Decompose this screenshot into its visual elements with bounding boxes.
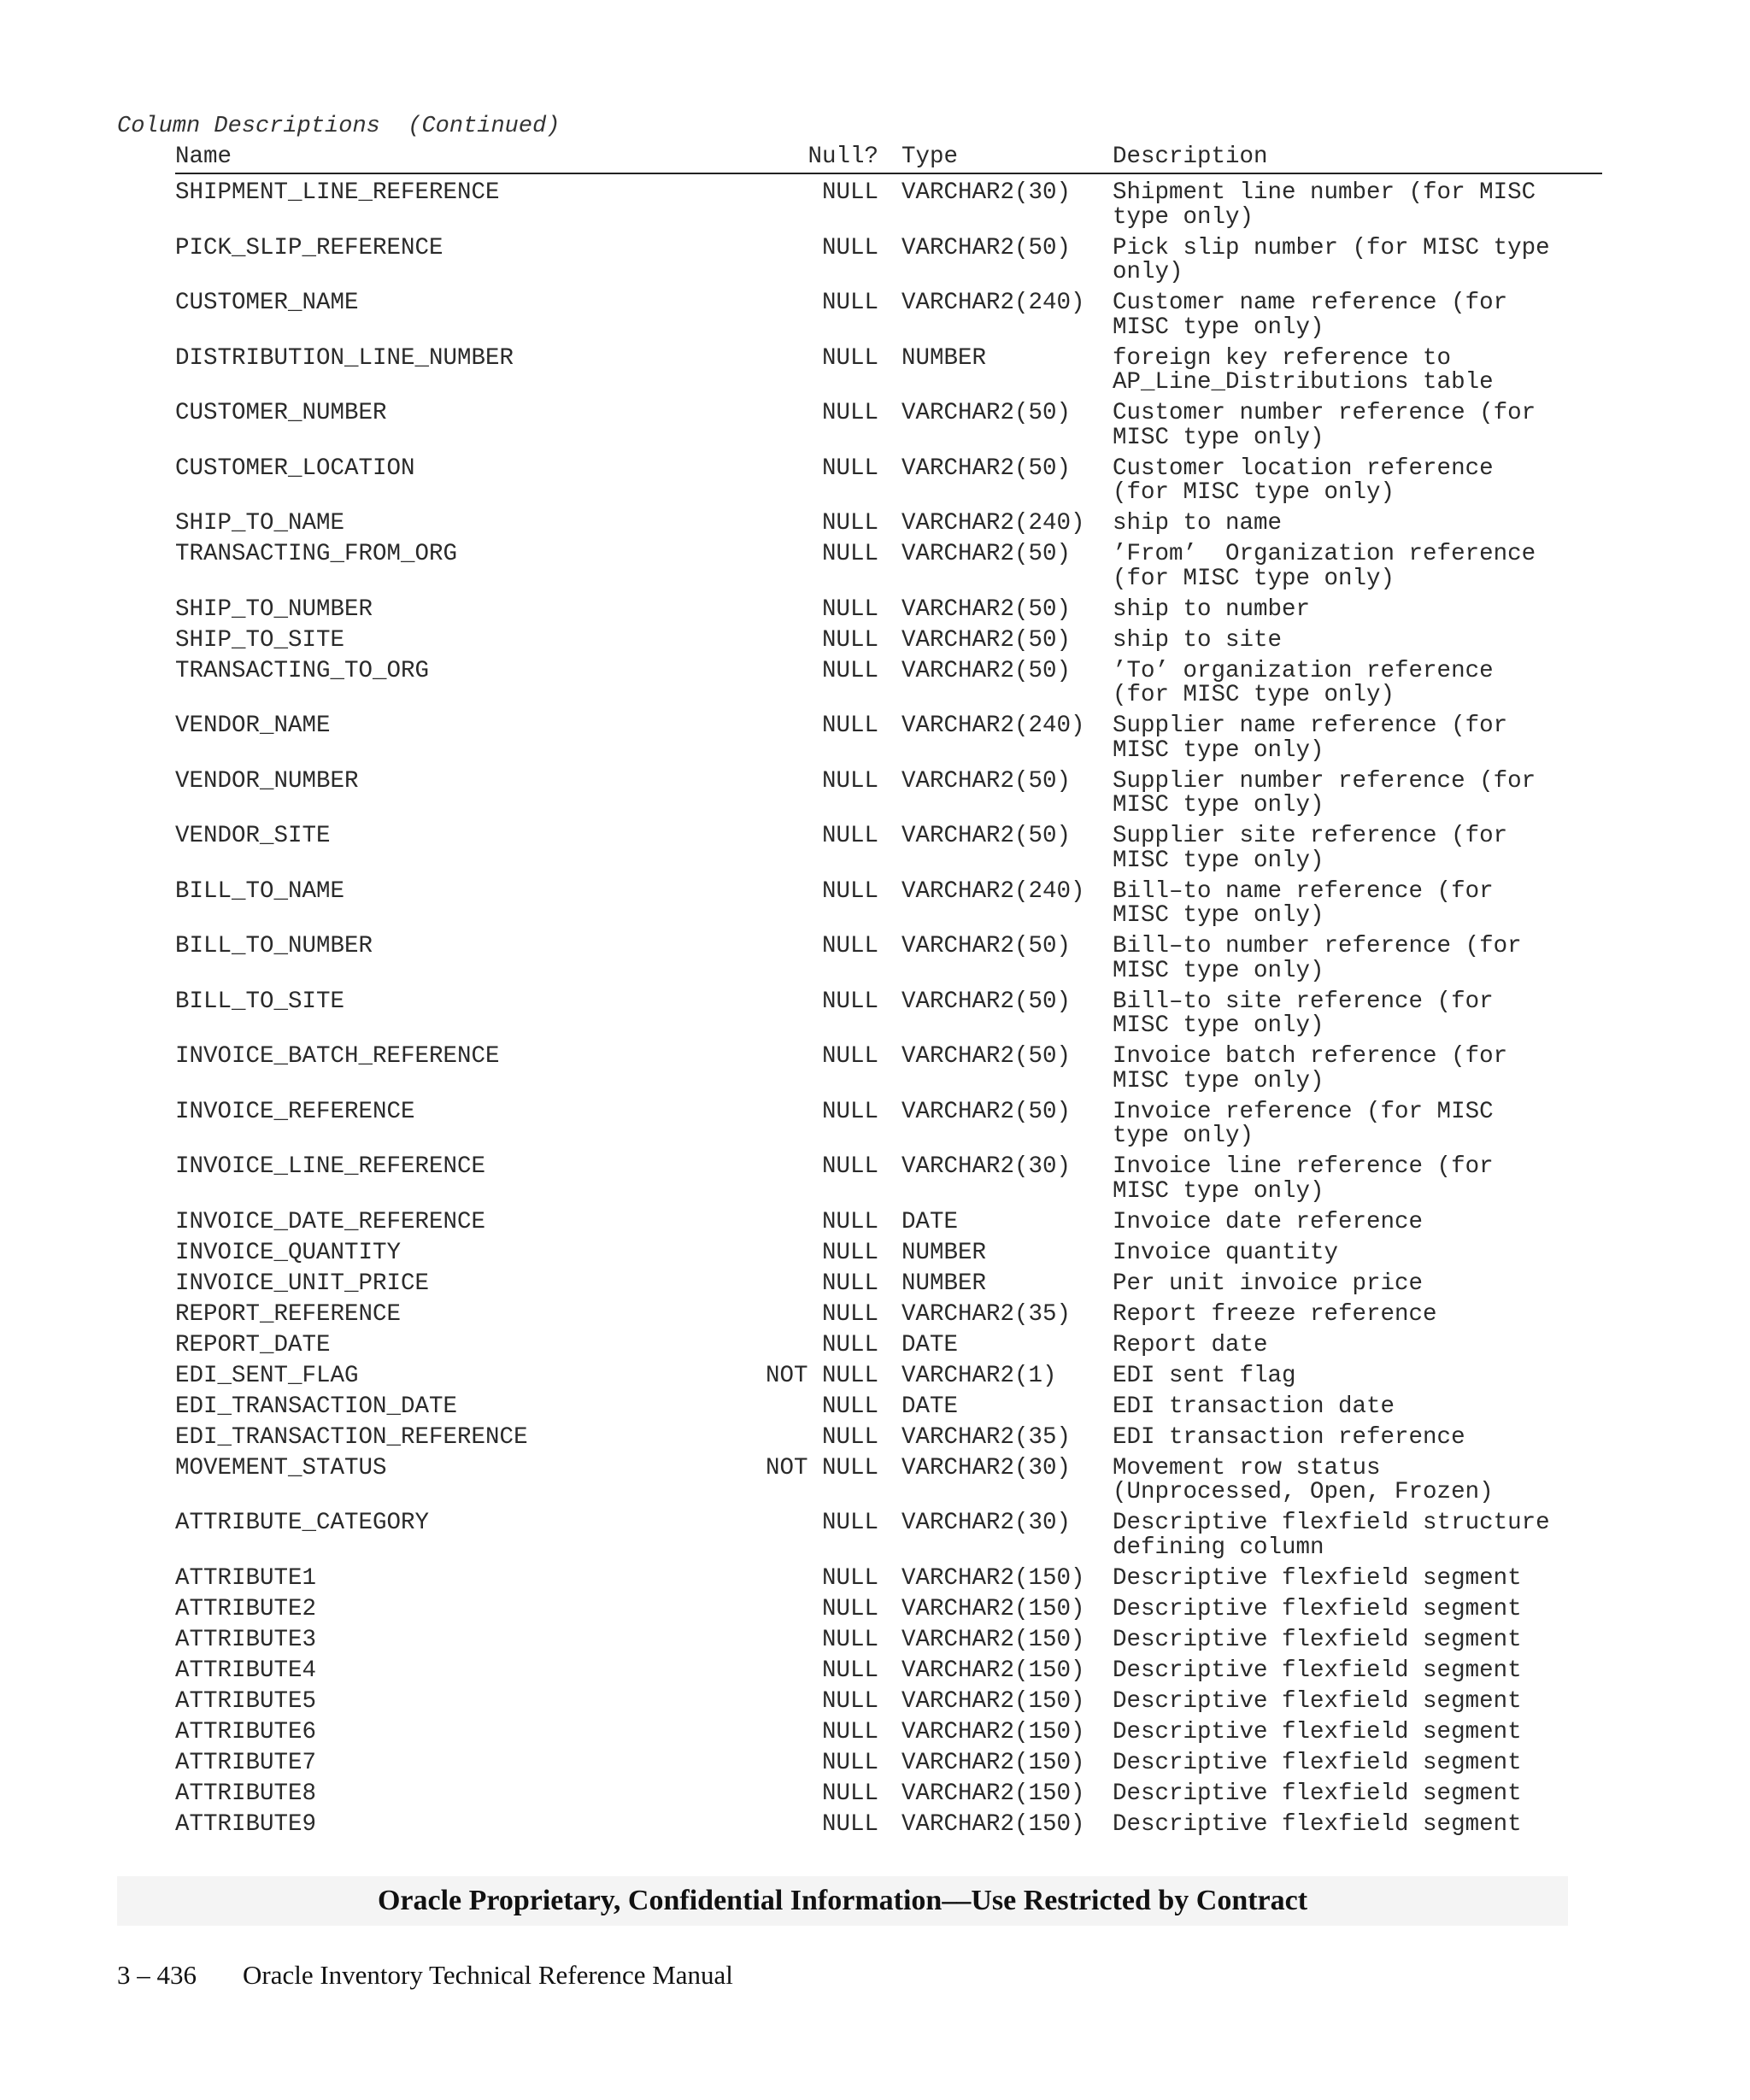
column-name: VENDOR_NUMBER (175, 767, 359, 795)
column-description: Descriptive flexfield segment (1113, 1749, 1522, 1776)
column-name: SHIP_TO_NAME (175, 510, 345, 537)
column-name: ATTRIBUTE2 (175, 1595, 317, 1622)
page-number: 3 – 436 (117, 1960, 197, 1990)
column-description: ship to name (1113, 510, 1283, 537)
column-null: NULL (821, 290, 878, 316)
table-row (175, 344, 1602, 402)
column-type: NUMBER (901, 344, 987, 372)
table-row (175, 595, 1602, 629)
column-name: BILL_TO_NAME (175, 877, 345, 905)
column-type: VARCHAR2(240) (901, 877, 1085, 905)
column-null: NULL (821, 1423, 878, 1451)
column-null: NULL (821, 1657, 878, 1684)
column-name: TRANSACTING_TO_ORG (175, 657, 430, 684)
table-row (175, 1395, 1602, 1426)
column-name: ATTRIBUTE9 (175, 1810, 317, 1838)
column-type: VARCHAR2(240) (901, 510, 1085, 537)
column-description: Descriptive flexfield segment (1113, 1687, 1522, 1715)
column-type: VARCHAR2(30) (901, 1153, 1072, 1180)
column-type: VARCHAR2(150) (901, 1718, 1085, 1745)
column-type: VARCHAR2(240) (901, 290, 1085, 316)
column-name: BILL_TO_SITE (175, 988, 345, 1015)
column-null: NULL (821, 1810, 878, 1838)
column-description: Bill–to name reference (for MISC type only) (1113, 877, 1494, 929)
column-description: ship to number (1113, 595, 1311, 623)
column-type: VARCHAR2(50) (901, 823, 1072, 849)
column-type: VARCHAR2(50) (901, 933, 1072, 959)
column-null: NULL (821, 1749, 878, 1776)
column-description: Invoice quantity (1113, 1239, 1339, 1266)
column-type: VARCHAR2(30) (901, 1454, 1072, 1481)
table-row (175, 657, 1602, 715)
column-null: NULL (821, 595, 878, 623)
column-null: NULL (821, 344, 878, 372)
column-type: VARCHAR2(150) (901, 1749, 1085, 1776)
column-null: NULL (821, 1153, 878, 1180)
column-type: VARCHAR2(1) (901, 1362, 1057, 1389)
column-type: VARCHAR2(35) (901, 1300, 1072, 1328)
column-type: DATE (901, 1331, 959, 1358)
column-name: VENDOR_NAME (175, 713, 331, 739)
column-type: VARCHAR2(50) (901, 1043, 1072, 1070)
column-description: Invoice date reference (1113, 1208, 1424, 1235)
column-description: Bill–to site reference (for MISC type only) (1113, 988, 1494, 1039)
table-row (175, 767, 1602, 825)
column-null: NOT NULL (765, 1454, 878, 1481)
column-null: NULL (821, 1718, 878, 1745)
column-name: INVOICE_REFERENCE (175, 1098, 415, 1125)
column-description: ’To’ organization reference (for MISC type only) (1113, 657, 1494, 708)
column-name: ATTRIBUTE5 (175, 1687, 317, 1715)
column-name: BILL_TO_NUMBER (175, 933, 373, 959)
column-type: VARCHAR2(150) (901, 1564, 1085, 1592)
table-row (175, 1595, 1602, 1628)
column-null: NULL (821, 626, 878, 654)
column-description: Supplier site reference (for MISC type only) (1113, 823, 1508, 874)
table-row (175, 1100, 1602, 1156)
column-type: VARCHAR2(35) (901, 1423, 1072, 1451)
table-row (175, 1628, 1602, 1659)
column-null: NULL (821, 455, 878, 482)
column-null: NULL (821, 1564, 878, 1592)
column-null: NULL (821, 877, 878, 905)
column-name: ATTRIBUTE_CATEGORY (175, 1510, 430, 1536)
column-type: VARCHAR2(50) (901, 767, 1072, 795)
column-null: NULL (821, 988, 878, 1015)
column-null: NULL (821, 657, 878, 684)
table-row (175, 1687, 1602, 1721)
column-type: VARCHAR2(50) (901, 455, 1072, 482)
column-description: Descriptive flexfield segment (1113, 1595, 1522, 1622)
column-description: Supplier name reference (for MISC type only) (1113, 713, 1508, 764)
column-descriptions-table (175, 144, 1602, 1844)
column-name: CUSTOMER_LOCATION (175, 455, 415, 482)
column-description: Report date (1113, 1331, 1268, 1358)
column-null: NULL (821, 1626, 878, 1653)
column-null: NULL (821, 767, 878, 795)
table-row (175, 1045, 1602, 1100)
header-null: Null? (807, 144, 878, 170)
column-null: NULL (821, 179, 878, 206)
table-row (175, 1423, 1602, 1457)
column-description: Bill–to number reference (for MISC type only) (1113, 933, 1522, 984)
column-type: VARCHAR2(30) (901, 1510, 1072, 1536)
column-description: EDI transaction reference (1113, 1423, 1465, 1451)
column-name: INVOICE_UNIT_PRICE (175, 1270, 430, 1297)
column-type: VARCHAR2(50) (901, 234, 1072, 261)
column-null: NULL (821, 1098, 878, 1125)
column-null: NULL (821, 713, 878, 739)
page-footer (117, 1958, 733, 1992)
column-name: ATTRIBUTE4 (175, 1657, 317, 1684)
table-row (175, 402, 1602, 457)
column-type: VARCHAR2(150) (901, 1626, 1085, 1653)
column-description: Pick slip number (for MISC type only) (1113, 234, 1550, 285)
column-description: Descriptive flexfield segment (1113, 1657, 1522, 1684)
table-row (175, 543, 1602, 598)
column-type: NUMBER (901, 1270, 987, 1297)
column-null: NULL (821, 400, 878, 426)
column-type: DATE (901, 1208, 959, 1235)
table-row (175, 1241, 1602, 1272)
column-description: Descriptive flexfield structure defining column (1113, 1510, 1550, 1561)
column-type: VARCHAR2(50) (901, 541, 1072, 567)
column-type: VARCHAR2(150) (901, 1780, 1085, 1807)
column-name: EDI_SENT_FLAG (175, 1362, 359, 1389)
column-name: CUSTOMER_NAME (175, 290, 359, 316)
table-row (175, 181, 1602, 237)
column-name: INVOICE_QUANTITY (175, 1239, 402, 1266)
column-type: VARCHAR2(30) (901, 179, 1072, 206)
confidential-notice: Oracle Proprietary, Confidential Information––Use Restricted by Contract (377, 1885, 1308, 1916)
column-name: EDI_TRANSACTION_DATE (175, 1393, 458, 1420)
column-description: Descriptive flexfield segment (1113, 1564, 1522, 1592)
column-type: VARCHAR2(50) (901, 595, 1072, 623)
column-null: NULL (821, 933, 878, 959)
table-row (175, 1331, 1602, 1364)
column-description: Customer location reference (for MISC type only) (1113, 455, 1494, 506)
column-name: SHIPMENT_LINE_REFERENCE (175, 179, 500, 206)
column-name: DISTRIBUTION_LINE_NUMBER (175, 344, 514, 372)
table-row (175, 512, 1602, 543)
column-type: VARCHAR2(240) (901, 713, 1085, 739)
column-null: NULL (821, 1239, 878, 1266)
column-name: REPORT_DATE (175, 1331, 331, 1358)
table-row (175, 1751, 1602, 1782)
column-type: VARCHAR2(50) (901, 400, 1072, 426)
column-description: Descriptive flexfield segment (1113, 1780, 1522, 1807)
column-name: REPORT_REFERENCE (175, 1300, 402, 1328)
table-row (175, 877, 1602, 936)
table-row (175, 1272, 1602, 1303)
table-row (175, 714, 1602, 770)
column-null: NULL (821, 1043, 878, 1070)
column-description: EDI sent flag (1113, 1362, 1296, 1389)
column-null: NULL (821, 1208, 878, 1235)
column-description: Descriptive flexfield segment (1113, 1718, 1522, 1745)
column-null: NULL (821, 234, 878, 261)
column-name: EDI_TRANSACTION_REFERENCE (175, 1423, 528, 1451)
column-description: Shipment line number (for MISC type only) (1113, 179, 1536, 231)
header-description: Description (1113, 144, 1268, 170)
header-type: Type (901, 144, 959, 170)
table-row (175, 1155, 1602, 1211)
column-null: NULL (821, 1780, 878, 1807)
table-row (175, 1810, 1602, 1844)
column-name: MOVEMENT_STATUS (175, 1454, 387, 1481)
column-null: NULL (821, 1270, 878, 1297)
confidential-banner (117, 1876, 1568, 1926)
column-name: ATTRIBUTE6 (175, 1718, 317, 1745)
column-null: NULL (821, 1687, 878, 1715)
table-row (175, 626, 1602, 660)
column-null: NULL (821, 823, 878, 849)
column-description: Invoice reference (for MISC type only) (1113, 1098, 1494, 1149)
header-name: Name (175, 144, 232, 170)
column-type: DATE (901, 1393, 959, 1420)
column-null: NULL (821, 510, 878, 537)
column-description: Customer number reference (for MISC type only) (1113, 400, 1536, 451)
column-type: VARCHAR2(150) (901, 1657, 1085, 1684)
column-name: ATTRIBUTE8 (175, 1780, 317, 1807)
column-name: CUSTOMER_NUMBER (175, 400, 387, 426)
column-type: VARCHAR2(50) (901, 626, 1072, 654)
column-null: NULL (821, 1510, 878, 1536)
column-description: foreign key reference to AP_Line_Distributions table (1113, 344, 1494, 396)
column-type: VARCHAR2(50) (901, 657, 1072, 684)
table-row (175, 1208, 1602, 1241)
column-null: NULL (821, 1595, 878, 1622)
column-description: Descriptive flexfield segment (1113, 1810, 1522, 1838)
column-type: VARCHAR2(50) (901, 988, 1072, 1015)
table-body (175, 181, 1602, 1844)
column-name: TRANSACTING_FROM_ORG (175, 541, 458, 567)
column-description: ’From’ Organization reference (for MISC type only) (1113, 541, 1536, 592)
column-null: NOT NULL (765, 1362, 878, 1389)
column-type: VARCHAR2(150) (901, 1595, 1085, 1622)
table-row (175, 1564, 1602, 1598)
column-description: EDI transaction date (1113, 1393, 1395, 1420)
column-name: SHIP_TO_NUMBER (175, 595, 373, 623)
column-name: SHIP_TO_SITE (175, 626, 345, 654)
table-row (175, 234, 1602, 292)
column-description: Customer name reference (for MISC type only) (1113, 290, 1508, 341)
column-description: Invoice batch reference (for MISC type only) (1113, 1043, 1508, 1094)
column-type: NUMBER (901, 1239, 987, 1266)
table-row (175, 824, 1602, 880)
table-row (175, 1454, 1602, 1512)
column-description: Per unit invoice price (1113, 1270, 1424, 1297)
section-title: Column Descriptions (Continued) (117, 114, 561, 139)
table-row (175, 990, 1602, 1046)
column-type: VARCHAR2(150) (901, 1810, 1085, 1838)
table-row (175, 1511, 1602, 1567)
column-name: ATTRIBUTE1 (175, 1564, 317, 1592)
column-description: Supplier number reference (for MISC type only) (1113, 767, 1536, 818)
table-row (175, 291, 1602, 347)
column-null: NULL (821, 1393, 878, 1420)
column-name: INVOICE_DATE_REFERENCE (175, 1208, 486, 1235)
column-name: INVOICE_LINE_REFERENCE (175, 1153, 486, 1180)
table-row (175, 935, 1602, 990)
column-description: Invoice line reference (for MISC type only) (1113, 1153, 1494, 1205)
column-null: NULL (821, 541, 878, 567)
table-row (175, 1782, 1602, 1813)
table-row (175, 1659, 1602, 1690)
table-row (175, 1718, 1602, 1751)
column-name: VENDOR_SITE (175, 823, 331, 849)
column-null: NULL (821, 1331, 878, 1358)
column-name: PICK_SLIP_REFERENCE (175, 234, 443, 261)
column-description: Report freeze reference (1113, 1300, 1437, 1328)
column-type: VARCHAR2(150) (901, 1687, 1085, 1715)
column-description: Movement row status (Unprocessed, Open, Frozen) (1113, 1454, 1494, 1505)
column-name: ATTRIBUTE3 (175, 1626, 317, 1653)
manual-title: Oracle Inventory Technical Reference Manual (243, 1960, 733, 1990)
column-name: INVOICE_BATCH_REFERENCE (175, 1043, 500, 1070)
table-row (175, 457, 1602, 513)
column-description: Descriptive flexfield segment (1113, 1626, 1522, 1653)
column-description: ship to site (1113, 626, 1283, 654)
column-name: ATTRIBUTE7 (175, 1749, 317, 1776)
table-row (175, 1364, 1602, 1395)
column-null: NULL (821, 1300, 878, 1328)
table-header (175, 144, 1602, 174)
column-type: VARCHAR2(50) (901, 1098, 1072, 1125)
table-row (175, 1300, 1602, 1334)
